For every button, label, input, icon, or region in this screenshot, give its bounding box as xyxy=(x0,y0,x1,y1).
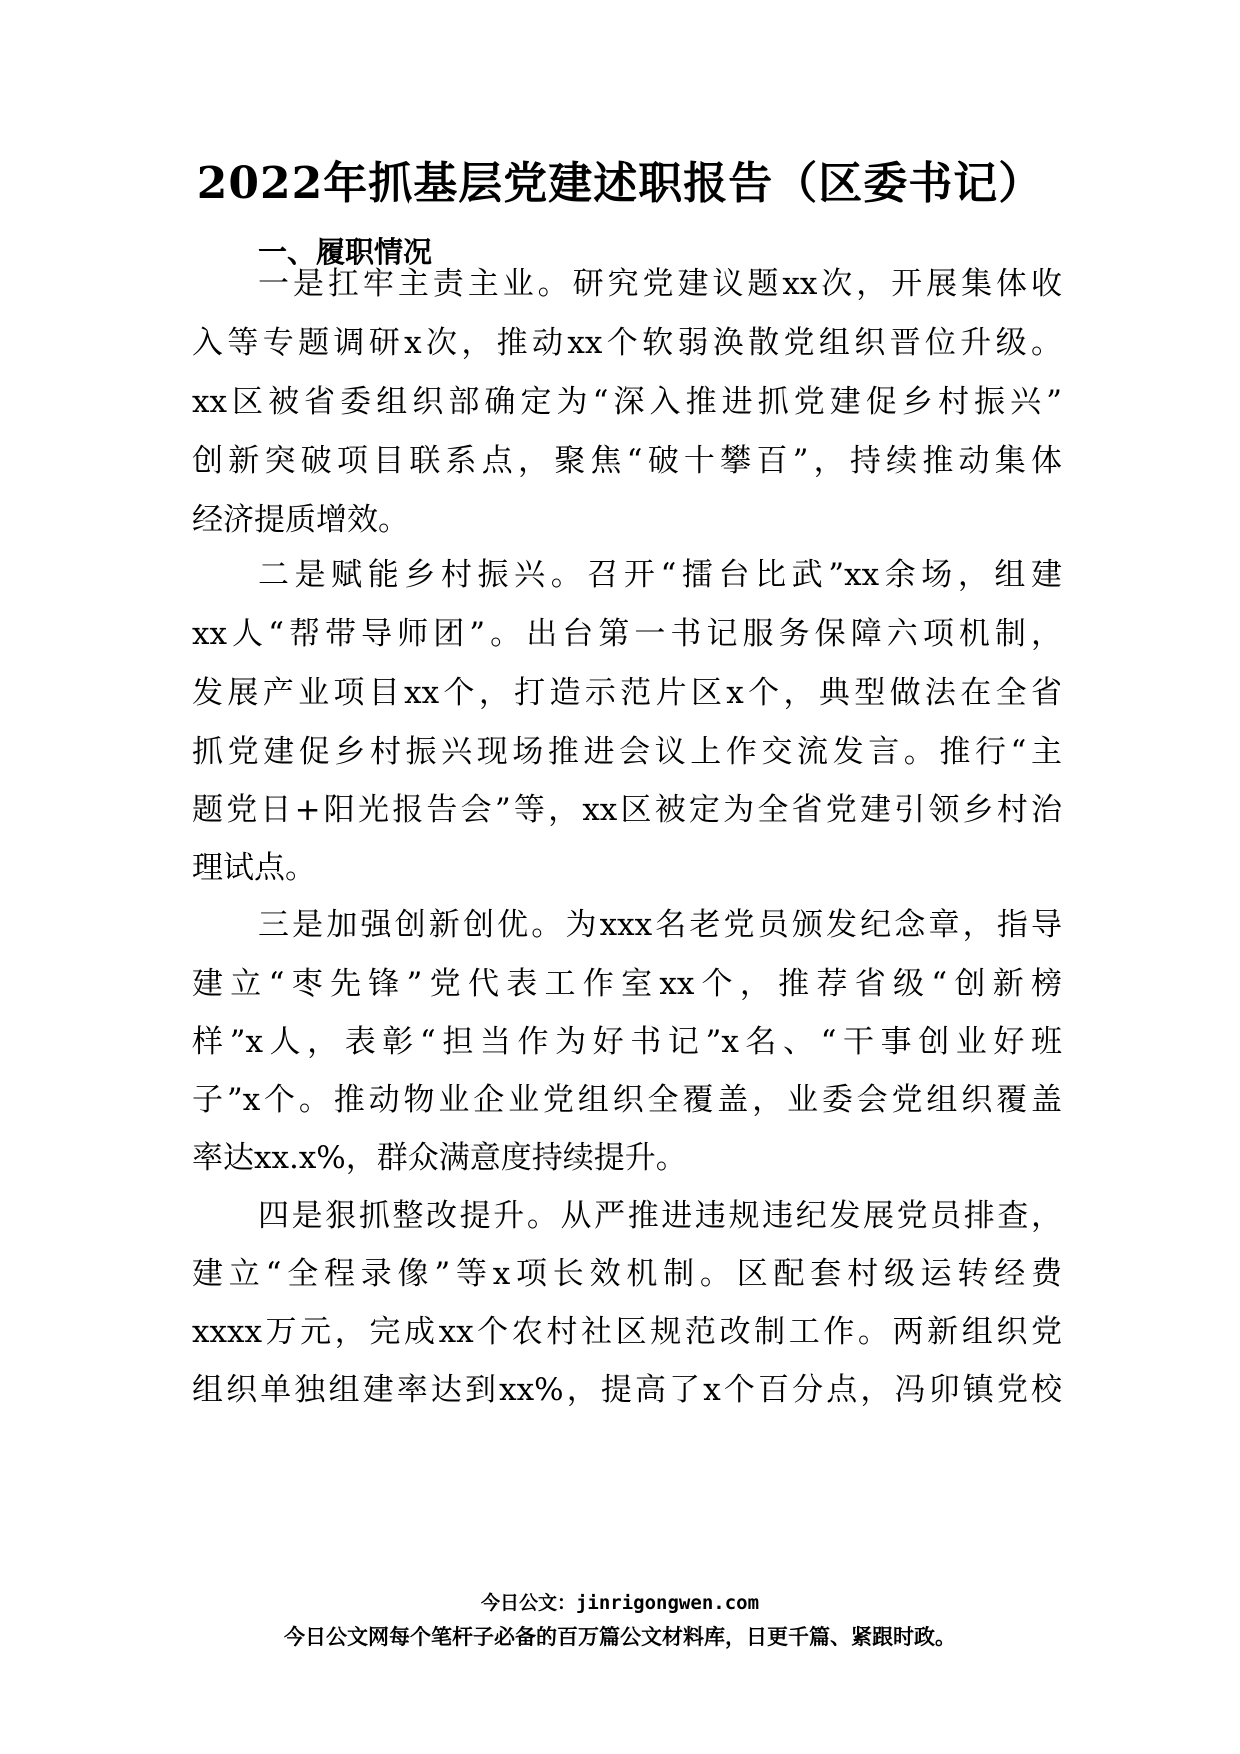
footer-site-link xyxy=(0,1588,1240,1618)
text-line: 子”x个。推动物业企业党组织全覆盖，业委会党组织覆盖 xyxy=(192,1082,1062,1118)
text-line: 入等专题调研x次，推动xx个软弱涣散党组织晋位升级。 xyxy=(192,325,1062,361)
text-line: 建立“枣先锋”党代表工作室xx个，推荐省级“创新榜 xyxy=(192,966,1062,1002)
text-line: 四是狠抓整改提升。从严推进违规违纪发展党员排查， xyxy=(258,1198,1062,1234)
text-line: 建立“全程录像”等x项长效机制。区配套村级运转经费 xyxy=(192,1256,1062,1292)
footer-slogan: 今日公文网每个笔杆子必备的百万篇公文材料库，日更千篇、紧跟时政。 xyxy=(284,1625,956,1649)
text-line: 抓党建促乡村振兴现场推进会议上作交流发言。推行“主 xyxy=(192,734,1062,770)
text-line: 率达xx.x%，群众满意度持续提升。 xyxy=(192,1140,687,1176)
text-line: 理试点。 xyxy=(192,850,316,886)
text-line: 创新突破项目联系点，聚焦“破十攀百”，持续推动集体 xyxy=(192,443,1062,479)
text-line: 样”x人，表彰“担当作为好书记”x名、“干事创业好班 xyxy=(192,1024,1062,1060)
text-line: xx人“帮带导师团”。出台第一书记服务保障六项机制， xyxy=(192,616,1062,652)
footer-link-url[interactable]: jinrigongwen.com xyxy=(575,1592,760,1614)
footer-link-label: 今日公文： xyxy=(480,1592,576,1614)
text-line: 经济提质增效。 xyxy=(192,502,409,538)
text-line: 组织单独组建率达到xx%，提高了x个百分点，冯卯镇党校 xyxy=(192,1372,1062,1408)
text-line: 题党日+阳光报告会”等，xx区被定为全省党建引领乡村治 xyxy=(192,792,1062,828)
text-line: 三是加强创新创优。为xxx名老党员颁发纪念章，指导 xyxy=(258,907,1062,943)
text-line: xx区被省委组织部确定为“深入推进抓党建促乡村振兴” xyxy=(192,384,1062,420)
text-line: 发展产业项目xx个，打造示范片区x个，典型做法在全省 xyxy=(192,675,1062,711)
page-title: 2022年抓基层党建述职报告（区委书记） xyxy=(196,158,1044,209)
text-line: 二是赋能乡村振兴。召开“擂台比武”xx余场，组建 xyxy=(258,557,1062,593)
section-heading: 一、履职情况 xyxy=(258,235,433,269)
text-line: 一是扛牢主责主业。研究党建议题xx次，开展集体收 xyxy=(258,266,1062,302)
text-line: xxxx万元，完成xx个农村社区规范改制工作。两新组织党 xyxy=(192,1314,1062,1350)
